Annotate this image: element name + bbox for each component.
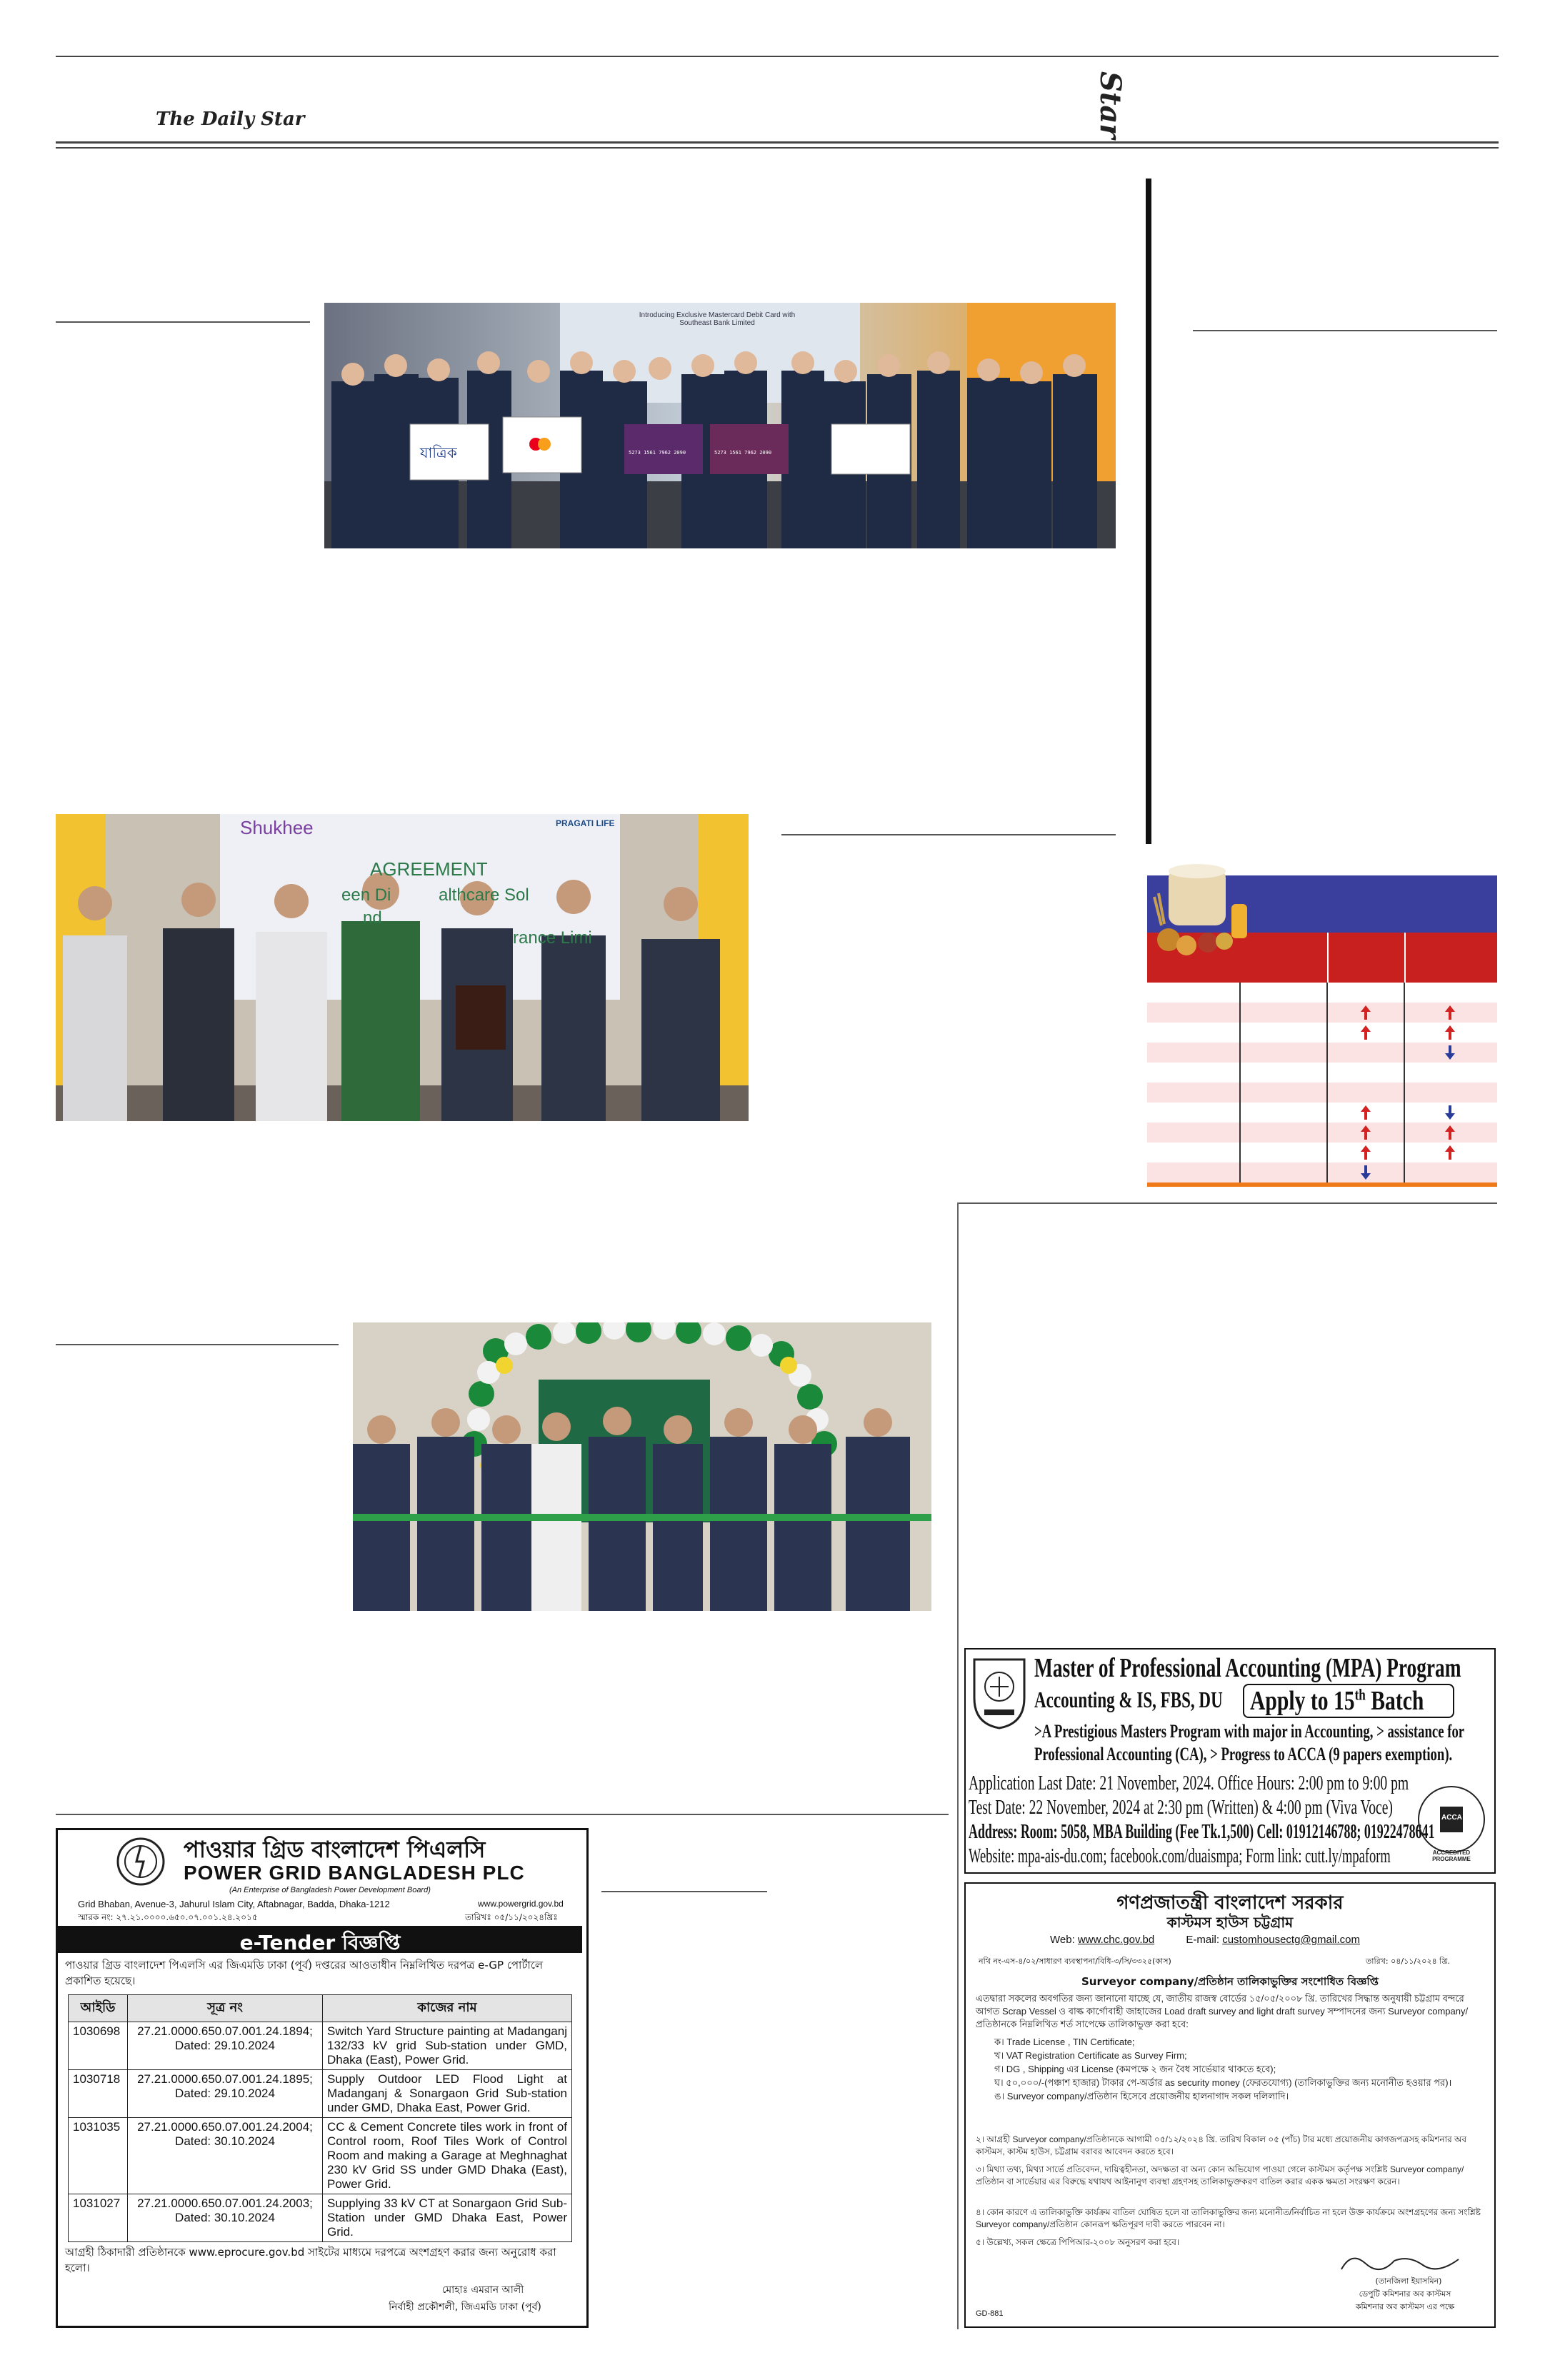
price-table-row — [1147, 1123, 1497, 1143]
customs-signer-title: ডেপুটি কমিশনার অব কাস্টমস — [1359, 2289, 1451, 2299]
photo-card-number: 5273 1561 7962 2090 — [714, 450, 772, 456]
masthead-logo: The Daily Star — [156, 109, 305, 130]
table-row — [69, 2022, 572, 2070]
tender-banner — [58, 1926, 582, 1953]
tender-work: CC & Cement Concrete tiles work in front of Control room, Roof Tiles Work of Control Room and making a Garage at Meghnaghat 230 kV Grid SS under GMD Dhaka (East), Power Grid. — [323, 2118, 572, 2194]
photo-sign-text: যাত্রিক — [420, 444, 457, 461]
list-item: ঙ। Surveyor company/প্রতিষ্ঠান হিসেবে প্রয়োজনীয় হালনাগাদ সকল দলিলাদি। — [994, 2091, 1289, 2102]
masthead-rule-2 — [56, 147, 1499, 149]
mpa-website-line: Website: mpa-ais-du.com; facebook.com/duaismpa; Form link: cutt.ly/mpaform — [969, 1845, 1391, 1867]
tender-advertisement — [56, 1828, 589, 2328]
tender-date: তারিখঃ ০৫/১১/২০২৪খ্রিঃ — [465, 1912, 558, 1922]
customs-signature — [1337, 2248, 1466, 2276]
customs-para: ২। আগ্রহী Surveyor company/প্রতিষ্ঠানকে আগামী ০৫/১২/২০২৪ খ্রি. তারিখ বিকাল ০৫ (পাঁচ) টার মধ্যে প্রয়োজনীয় কাগজপত্রসহ কমিশনার অব কাস্টমস, কাস্টম হাউস, চট্টগ্রাম বরাবর আবেদন করতে হবে। — [976, 2134, 1467, 2156]
customs-heading: Surveyor company/প্রতিষ্ঠান তালিকাভুক্তির সংশোধিত বিজ্ঞপ্তি — [1081, 1975, 1379, 1988]
customs-advertisement — [964, 1882, 1496, 2328]
mpa-dept: Accounting & IS, FBS, DU — [1034, 1687, 1223, 1712]
tender-signer: মোহাঃ এমরান আলী — [441, 2284, 524, 2296]
customs-gd-number: GD-881 — [976, 2309, 1004, 2318]
power-grid-logo-icon — [115, 1836, 166, 1887]
customs-signer-name: (তানজিলা ইয়াসমিন) — [1375, 2276, 1442, 2286]
photo-card-launch — [324, 303, 1116, 548]
mpa-advertisement — [964, 1648, 1496, 1874]
customs-intro: এতদ্বারা সকলের অবগতির জন্য জানানো যাচ্ছে যে, জাতীয় রাজস্ব বোর্ডের ১৫/০৫/২০০৮ খ্রি. তারিখের সিদ্ধান্ত অনুযায়ী চট্টগ্রাম বন্দরে আগত Scrap Vessel ও বাল্ক কার্গোবাহী জাহাজের Load draft survey and light draft survey সম্পাদনের জন্য Surveyor company/প্রতিষ্ঠানকে নিম্নলিখিত শর্ত সাপেক্ষে তালিকাভুক্ত করা হবে: — [976, 1993, 1469, 2029]
tender-company-sub: (An Enterprise of Bangladesh Power Development Board) — [229, 1886, 431, 1894]
price-table-footer — [1147, 1183, 1497, 1187]
photo-inauguration — [353, 1322, 931, 1611]
list-item: খ। VAT Registration Certificate as Survey Firm; — [994, 2050, 1187, 2061]
customs-items — [994, 2035, 1487, 2103]
masthead-rule-1 — [56, 141, 1499, 144]
tender-signer-title: নির্বাহী প্রকৌশলী, জিএমডি ঢাকা (পূর্ব) — [389, 2301, 541, 2313]
photo-logo-left: Shukhee — [240, 817, 314, 838]
column-rule — [56, 1344, 339, 1345]
column-rule — [601, 1891, 767, 1892]
customs-govt-title: গণপ্রজাতন্ত্রী বাংলাদেশ সরকার — [1116, 1892, 1344, 1914]
mpa-apply-box — [1243, 1684, 1454, 1718]
tender-website: www.powergrid.gov.bd — [478, 1899, 564, 1909]
tender-work: Supplying 33 kV CT at Sonargaon Grid Sub-Station under GMD Dhaka East, Power Grid. — [323, 2194, 572, 2242]
price-table-row — [1147, 1043, 1497, 1063]
top-rule — [56, 56, 1499, 57]
tender-work: Supply Outdoor LED Flood Light at Madanganj & Sonargaon Grid Sub-station under GMD, Dhaka East, Power Grid. — [323, 2070, 572, 2118]
column-divider-thick — [1146, 179, 1151, 844]
mpa-bullet: >A Prestigious Masters Program with major in Accounting, > assistance for — [1034, 1721, 1465, 1742]
price-table-row — [1147, 1103, 1497, 1123]
acca-seal-center: ACCA — [1441, 1814, 1462, 1822]
tender-ref: 27.21.0000.650.07.001.24.1895; Dated: 29.10.2024 — [128, 2070, 323, 2118]
tender-col-header: সূত্র নং — [128, 1995, 323, 2022]
photo-banner-line: althcare Sol — [439, 885, 529, 905]
tender-table — [68, 1994, 572, 2242]
tender-work: Switch Yard Structure painting at Madanganj 132/33 kV grid Sub-station under GMD, Dhaka (East), Power Grid. — [323, 2022, 572, 2070]
price-table-row — [1147, 1023, 1497, 1043]
mpa-apply-text: Apply to 15th Batch — [1250, 1685, 1424, 1716]
price-table-row — [1147, 1163, 1497, 1183]
table-row — [69, 2118, 572, 2194]
acca-accredited-seal — [1416, 1778, 1487, 1861]
price-table-row — [1147, 983, 1497, 1003]
photo-banner-line: een Di — [341, 885, 391, 905]
ad-column-divider — [957, 1202, 959, 2329]
tender-company-bn: পাওয়ার গ্রিড বাংলাদেশ পিএলসি — [184, 1836, 486, 1863]
price-table-row — [1147, 1003, 1497, 1023]
column-rule — [1193, 330, 1497, 331]
tender-id: 1030698 — [69, 2022, 128, 2070]
mpa-title: Master of Professional Accounting (MPA) Program — [1034, 1653, 1461, 1683]
tender-footer: আগ্রহী ঠিকাদারী প্রতিষ্ঠানকে www.eprocure.gov.bd সাইটের মাধ্যমে দরপত্রে অংশগ্রহণ করার জন্য অনুরোধ করা হলো। — [65, 2246, 556, 2274]
customs-signer-office: কমিশনার অব কাস্টমস এর পক্ষে — [1355, 2302, 1455, 2311]
price-table-body — [1147, 983, 1497, 1187]
tender-company-en: POWER GRID BANGLADESH PLC — [184, 1862, 525, 1884]
mpa-address-line: Address: Room: 5058, MBA Building (Fee Tk.1,500) Cell: 01912146788; 01922478641 — [969, 1821, 1435, 1843]
column-rule — [56, 321, 310, 323]
table-row — [69, 2194, 572, 2242]
customs-reference: নথি নং-এস-৪/০২/সাধারণ ব্যবস্থাপনা/বিধি-৩/সি/৩৩২৫(কাস) — [979, 1957, 1171, 1966]
column-rule — [957, 1202, 1497, 1204]
tender-ref: 27.21.0000.650.07.001.24.2003; Dated: 30.10.2024 — [128, 2194, 323, 2242]
list-item: ক। Trade License , TIN Certificate; — [994, 2037, 1135, 2047]
tender-col-header: আইডি — [69, 1995, 128, 2022]
price-table-row — [1147, 1083, 1497, 1103]
column-rule — [56, 1814, 949, 1815]
photo-logo-right: PRAGATI LIFE — [556, 818, 615, 828]
column-rule — [781, 834, 1116, 835]
mpa-bullet: Professional Accounting (CA), > Progress to ACCA (9 papers exemption). — [1034, 1744, 1453, 1764]
customs-para: ৪। কোন কারণে এ তালিকাভুক্তি কার্যক্রম বাতিল ঘোষিত হলে বা তালিকাভুক্তির জন্য মনোনীত/নির্বাচিত না হলে উক্ত কার্যক্রমে অংশগ্রহণের জন্য সংশ্লিষ্ট Surveyor company/প্রতিষ্ঠান কোনরূপ ক্ষতিপূরণ দাবী করতে পারবেন না। — [976, 2207, 1481, 2229]
customs-date: তারিখ: ০৪/১১/২০২৪ খ্রি. — [1366, 1957, 1450, 1966]
mpa-test-line: Test Date: 22 November, 2024 at 2:30 pm (Written) & 4:00 pm (Viva Voce) — [969, 1797, 1393, 1819]
price-table-subheader-divider — [1327, 933, 1329, 983]
price-table-subheader-divider — [1404, 933, 1406, 983]
tender-id: 1031035 — [69, 2118, 128, 2194]
tender-col-header: কাজের নাম — [323, 1995, 572, 2022]
list-item: ঘ। ৫০,০০০/-(পঞ্চাশ হাজার) টাকার পে-অর্ডার as security money (ফেরতযোগ্য) (তালিকাভুক্তির জন্য মনোনীত হওয়ার পর)। — [994, 2077, 1452, 2088]
price-table-row — [1147, 1143, 1497, 1163]
groceries-illustration — [1147, 854, 1254, 968]
tender-ref: 27.21.0000.650.07.001.24.2004; Dated: 30.10.2024 — [128, 2118, 323, 2194]
tender-intro: পাওয়ার গ্রিড বাংলাদেশ পিএলসি এর জিএমডি ঢাকা (পূর্ব) দপ্তরের আওতাধীন নিম্নলিখিত দরপত্র e-GP পোর্টালে প্রকাশিত হয়েছে। — [65, 1959, 544, 1987]
photo-banner-title: AGREEMENT — [370, 858, 488, 880]
tender-id: 1031027 — [69, 2194, 128, 2242]
customs-para: ৫। উল্লেখ্য, সকল ক্ষেত্রে পিপিআর-২০০৮ অনুসরণ করা হবে। — [976, 2237, 1180, 2247]
table-row — [69, 2070, 572, 2118]
tender-id: 1030718 — [69, 2070, 128, 2118]
tender-address: Grid Bhaban, Avenue-3, Jahurul Islam City, Aftabnagar, Badda, Dhaka-1212 — [78, 1899, 390, 1909]
tender-memo: স্মারক নং: ২৭.২১.০০০০.৬৫০.০৭.০০১.২৪.২০১৫ — [78, 1912, 258, 1922]
du-crest-icon — [970, 1655, 1029, 1729]
price-table-row — [1147, 1063, 1497, 1083]
acca-seal-text: ACCREDITED PROGRAMME — [1432, 1849, 1471, 1862]
photo-card-number: 5273 1561 7962 2090 — [629, 450, 686, 456]
photo-agreement — [56, 814, 749, 1121]
price-table — [1147, 854, 1497, 1187]
photo-banner-line: nd — [363, 908, 382, 928]
tender-banner-text: e-Tender বিজ্ঞপ্তি — [239, 1931, 401, 1954]
customs-office-title: কাস্টমস হাউস চট্টগ্রাম — [1166, 1914, 1294, 1931]
photo-banner-line: rance Limi — [513, 928, 592, 948]
masthead-star-mark: Star — [1094, 71, 1127, 139]
customs-web-link[interactable]: www.chc.gov.bd — [1077, 1934, 1155, 1946]
customs-para: ৩। মিথ্যা তথ্য, মিথ্যা সার্ভে প্রতিবেদন, দায়িত্বহীনতা, অদক্ষতা বা অন্য কোন অভিযোগ পাওয়া গেলে কাস্টমস কর্তৃপক্ষ সংশ্লিষ্ট Surveyor company/প্রতিষ্ঠান বা সার্ভেয়ার এর বিরুদ্ধে যথাযথ আইনানুগ ব্যবস্থা গ্রহণসহ তালিকাভুক্তকরণ বাতিল করার একক ক্ষমতা সংরক্ষণ করেন। — [976, 2164, 1464, 2186]
list-item: গ। DG , Shipping এর License (কমপক্ষে ২ জন বৈধ সার্ভেয়ার থাকতে হবে); — [994, 2064, 1276, 2074]
customs-web-line: Web: www.chc.gov.bd E-mail: customhousectg@gmail.com — [1050, 1934, 1361, 1946]
customs-email-link[interactable]: customhousectg@gmail.com — [1222, 1934, 1361, 1946]
photo-banner-text: Introducing Exclusive Mastercard Debit Card with Southeast Bank Limited — [639, 311, 796, 327]
mpa-application-line: Application Last Date: 21 November, 2024. Office Hours: 2:00 pm to 9:00 pm — [969, 1772, 1409, 1794]
tender-ref: 27.21.0000.650.07.001.24.1894; Dated: 29.10.2024 — [128, 2022, 323, 2070]
